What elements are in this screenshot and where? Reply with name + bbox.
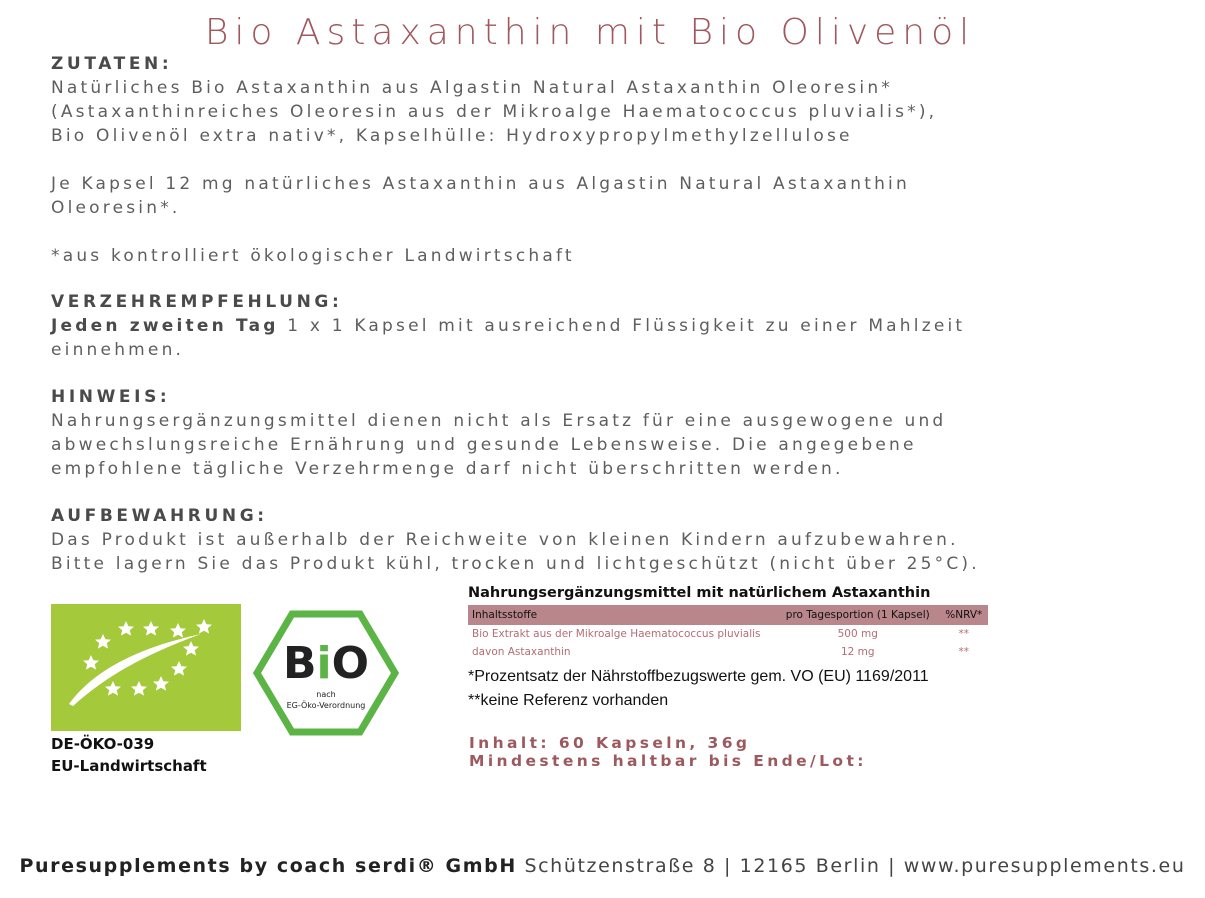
notice-section: [51, 385, 1161, 481]
content-info: [469, 734, 867, 770]
eu-origin: EU-Landwirtschaft: [51, 757, 207, 775]
eu-organic-leaf-logo: [51, 604, 241, 731]
table-cell: **: [958, 646, 970, 658]
column-header: %NRV*: [940, 605, 988, 625]
dosage-heading: VERZEHREMPFEHLUNG:: [51, 292, 343, 312]
column-header: pro Tagesportion (1 Kapsel): [776, 605, 940, 625]
nutrition-section: [468, 584, 998, 713]
table-cell: 12 mg: [840, 646, 875, 658]
column-header: Inhaltsstoffe: [468, 605, 776, 625]
ingredients-line: Natürliches Bio Astaxanthin aus Algastin Natural Astaxanthin Oleoresin*: [51, 78, 894, 98]
notice-line: abwechslungsreiche Ernährung und gesunde Lebensweise. Die angegebene: [51, 435, 917, 455]
table-row: [468, 625, 988, 643]
storage-line: Das Produkt ist außerhalb der Reichweite von kleinen Kindern aufzubewahren.: [51, 530, 959, 550]
eu-control-code: DE-ÖKO-039: [51, 735, 155, 753]
footer: [0, 855, 1205, 877]
ingredients-line: (Astaxanthinreiches Oleoresin aus der Mikroalge Haematococcus pluvialis*),: [51, 102, 938, 122]
notice-line: empfohlene tägliche Verzehrmenge darf nicht überschritten werden.: [51, 459, 844, 479]
bio-seal-sub1: nach: [316, 690, 336, 699]
company-name: Puresupplements by coach serdi® GmbH: [19, 855, 517, 877]
storage-section: [51, 504, 1161, 576]
eu-stars-leaf-icon: [51, 604, 241, 731]
nutrition-footnote-1: *Prozentsatz der Nährstoffbezugswerte gem. VO (EU) 1169/2011: [468, 668, 929, 685]
notice-line: Nahrungsergänzungsmittel dienen nicht als Ersatz für eine ausgewogene und: [51, 411, 947, 431]
table-cell: Bio Extrakt aus der Mikroalge Haematococcus pluvialis: [472, 628, 761, 640]
table-cell: **: [958, 628, 970, 640]
organic-note: *aus kontrolliert ökologischer Landwirtschaft: [51, 246, 575, 266]
ingredients-line: Bio Olivenöl extra nativ*, Kapselhülle: Hydroxypropylmethylzellulose: [51, 126, 853, 146]
table-cell: davon Astaxanthin: [472, 646, 571, 658]
nutrition-footnote-2: **keine Referenz vorhanden: [468, 692, 669, 709]
dosage-line-2: einnehmen.: [51, 340, 185, 360]
storage-line: Bitte lagern Sie das Produkt kühl, trocken und lichtgeschützt (nicht über 25°C).: [51, 554, 980, 574]
nutrition-table: [468, 605, 988, 661]
bio-seal-logo: [252, 610, 400, 736]
per-capsule-line: Oleoresin*.: [51, 198, 181, 218]
ingredients-section: [51, 52, 1161, 268]
dosage-line: [51, 314, 1161, 338]
eu-organic-caption: [51, 733, 207, 777]
dosage-instruction: 1 x 1 Kapsel mit ausreichend Flüssigkeit zu einer Mahlzeit: [278, 316, 966, 336]
storage-heading: AUFBEWAHRUNG:: [51, 506, 268, 526]
bio-seal-sub2: EG-Öko-Verordnung: [286, 701, 366, 710]
company-address: Schützenstraße 8 | 12165 Berlin | www.puresupplements.eu: [516, 855, 1186, 877]
notice-heading: HINWEIS:: [51, 387, 171, 407]
ingredients-heading: ZUTATEN:: [51, 54, 173, 74]
nutrition-title: Nahrungsergänzungsmittel mit natürlichem Astaxanthin: [468, 585, 931, 601]
bio-seal-word: BiO: [282, 638, 370, 689]
table-cell: 500 mg: [837, 628, 878, 640]
table-row: [468, 643, 988, 661]
dosage-section: [51, 290, 1161, 362]
content-amount: Inhalt: 60 Kapseln, 36g: [469, 734, 751, 752]
per-capsule-line: Je Kapsel 12 mg natürliches Astaxanthin aus Algastin Natural Astaxanthin: [51, 174, 910, 194]
best-before: Mindestens haltbar bis Ende/Lot:: [469, 752, 867, 770]
page-title: Bio Astaxanthin mit Bio Olivenöl: [204, 12, 976, 53]
table-header-row: [468, 605, 988, 625]
dosage-frequency: Jeden zweiten Tag: [51, 316, 279, 336]
